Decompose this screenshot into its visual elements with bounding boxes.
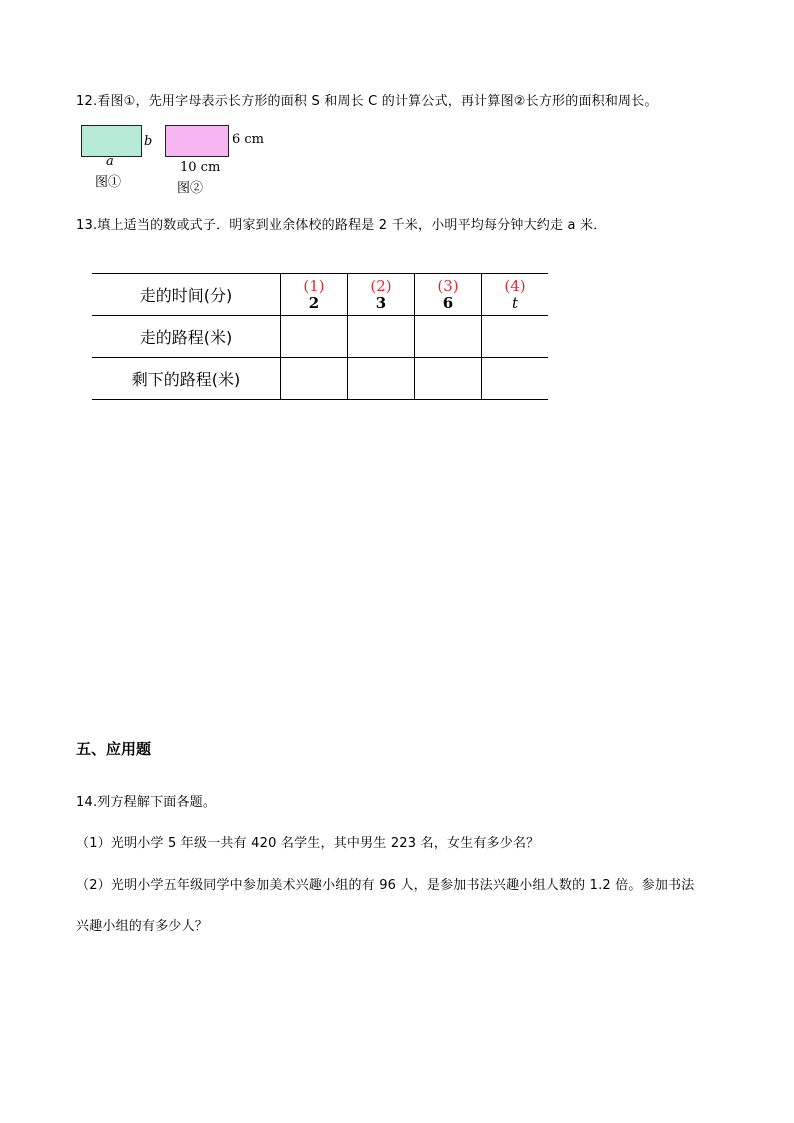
cell-value-1: 2 [308,294,320,312]
question-14-sub-2-line-2: 兴趣小组的有多少人？ [76,919,209,934]
figure-2-caption: 图② [177,181,204,196]
time-cell-3 [415,274,482,316]
figure-1-rectangle [81,125,142,157]
walking-distance-table [92,273,548,400]
answer-cell[interactable] [281,316,348,358]
figure-2-bottom-label: 10 cm [180,160,221,175]
figure-2-rectangle [165,125,229,157]
table-row [92,316,548,358]
cell-index-4: (4) [504,277,526,295]
answer-cell[interactable] [348,358,415,400]
row-header-distance-walked: 走的路程(米) [92,316,281,358]
table-row [92,274,548,316]
cell-value-3: 6 [442,294,454,312]
question-13-text: 13.填上适当的数或式子．明家到业余体校的路程是 2 千米，小明平均每分钟大约走 a 米． [76,218,607,233]
figure-1-bottom-label: a [106,154,114,169]
time-cell-1 [281,274,348,316]
question-14-sub-2-line-1: （2）光明小学五年级同学中参加美术兴趣小组的有 96 人，是参加书法兴趣小组人数的 1.2 倍。参加书法 [76,878,695,893]
answer-cell[interactable] [482,358,549,400]
cell-value-4: t [511,294,519,312]
question-14-text: 14.列方程解下面各题。 [76,795,217,810]
row-header-distance-remaining: 剩下的路程(米) [92,358,281,400]
figure-2-side-label: 6 cm [232,132,265,147]
answer-cell[interactable] [281,358,348,400]
cell-index-2: (2) [370,277,392,295]
answer-cell[interactable] [482,316,549,358]
question-14-sub-1: （1）光明小学 5 年级一共有 420 名学生，其中男生 223 名，女生有多少名？ [76,836,540,851]
figure-1-side-label: b [144,134,153,149]
time-cell-2 [348,274,415,316]
cell-index-3: (3) [437,277,459,295]
table-row [92,358,548,400]
cell-index-1: (1) [303,277,325,295]
section-title: 五、应用题 [76,740,152,758]
answer-cell[interactable] [348,316,415,358]
row-header-time: 走的时间(分) [92,274,281,316]
question-12-text: 12.看图①，先用字母表示长方形的面积 S 和周长 C 的计算公式，再计算图②长方形的面积和周长。 [76,94,658,109]
figure-1-caption: 图① [95,175,122,190]
cell-value-2: 3 [375,294,387,312]
time-cell-4 [482,274,549,316]
answer-cell[interactable] [415,358,482,400]
answer-cell[interactable] [415,316,482,358]
